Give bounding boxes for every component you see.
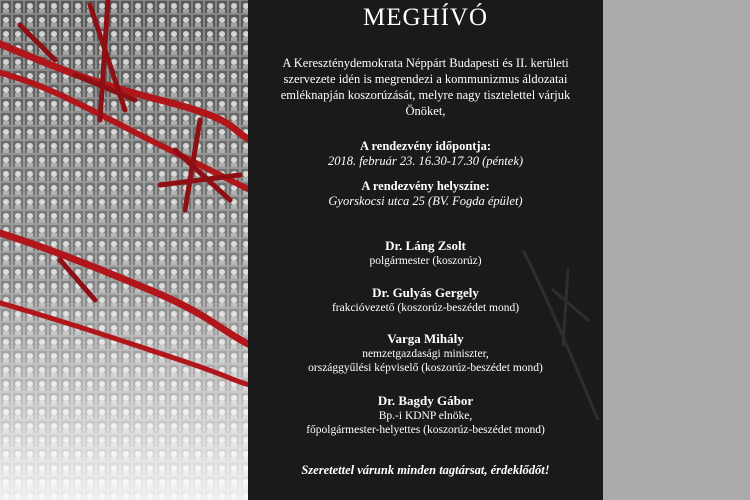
invitation-intro: A Kereszténydemokrata Néppárt Budapesti és II. kerületi szervezete idén is megrendezi a kommunizmus áldozatai emléknapján koszorúzását, melyre nagy tisztelettel várjuk Önöket, [280, 56, 571, 118]
speaker-name: Dr. Bagdy Gábor [377, 393, 474, 408]
speaker-role-line: nemzetgazdasági miniszter, [362, 348, 489, 360]
right-backdrop [603, 0, 750, 500]
speaker-role: frakcióvezető (koszorúz-beszédet mond) [331, 302, 520, 314]
speaker-role-line: országgyűlési képviselő (koszorúz-beszédet mond) [308, 362, 543, 374]
speaker-name: Varga Mihály [387, 331, 464, 346]
speaker-role-line: Bp.-i KDNP elnöke, [378, 410, 473, 422]
speaker-name: Dr. Gulyás Gergely [372, 285, 479, 300]
closing-message: Szeretettel várunk minden tagtársat, érdeklődőt! [301, 463, 550, 477]
barbed-wire-illustration [0, 0, 248, 500]
event-date-value: 2018. február 23. 16.30-17.30 (péntek) [327, 154, 524, 168]
event-date-label: A rendezvény időpontja: [359, 139, 492, 153]
event-date-section [248, 139, 603, 169]
speaker-name: Dr. Láng Zsolt [385, 238, 466, 253]
wire-shadow-decoration [513, 250, 603, 420]
event-venue-section [248, 179, 603, 209]
speaker-role-line: főpolgármester-helyettes (koszorúz-beszédet mond) [306, 424, 545, 436]
invitation-panel [248, 0, 603, 500]
speaker-role: polgármester (koszorúz) [369, 255, 482, 267]
event-venue-label: A rendezvény helyszíne: [361, 179, 490, 193]
event-venue-value: Gyorskocsi utca 25 (BV. Fogda épület) [328, 194, 523, 208]
invitation-title: MEGHÍVÓ [362, 4, 489, 31]
barbed-wire-photo [0, 0, 248, 500]
